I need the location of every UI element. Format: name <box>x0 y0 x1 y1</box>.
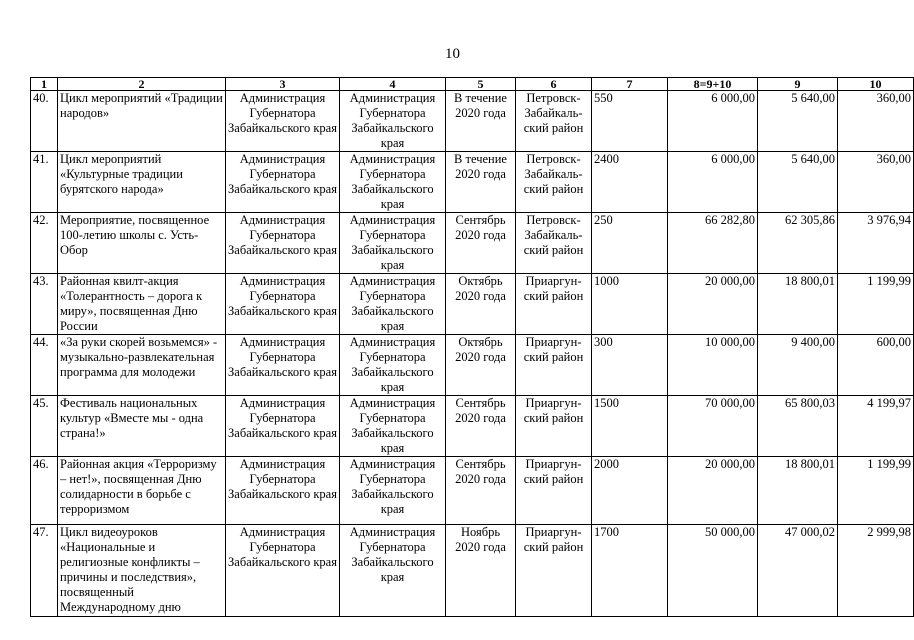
row-number: 42. <box>31 213 58 274</box>
responsible-org: Администрация Губернатора Забайкальского края <box>226 213 340 274</box>
district: Приаргун-ский район <box>516 396 592 457</box>
district: Петровск-Забайкаль-ский район <box>516 213 592 274</box>
col-header: 7 <box>592 78 668 91</box>
district: Приаргун-ский район <box>516 457 592 525</box>
col-header: 4 <box>340 78 446 91</box>
executor-org: Администрация Губернатора Забайкальского края <box>340 274 446 335</box>
event-date: Сентябрь 2020 года <box>446 457 516 525</box>
event-date: Октябрь 2020 года <box>446 335 516 396</box>
responsible-org: Администрация Губернатора Забайкальского края <box>226 91 340 152</box>
table-body <box>31 91 914 617</box>
district: Петровск-Забайкаль-ский район <box>516 91 592 152</box>
responsible-org: Администрация Губернатора Забайкальского края <box>226 335 340 396</box>
table-row <box>31 152 914 213</box>
amount-col10: 360,00 <box>838 152 914 213</box>
participants-count: 1700 <box>592 525 668 617</box>
col-header: 8=9+10 <box>668 78 758 91</box>
participants-count: 550 <box>592 91 668 152</box>
header-row <box>31 78 914 91</box>
event-date: Октябрь 2020 года <box>446 274 516 335</box>
amount-col9: 18 800,01 <box>758 274 838 335</box>
table-row <box>31 335 914 396</box>
col-header: 6 <box>516 78 592 91</box>
amount-col10: 3 976,94 <box>838 213 914 274</box>
participants-count: 2000 <box>592 457 668 525</box>
amount-col9: 9 400,00 <box>758 335 838 396</box>
event-date: Сентябрь 2020 года <box>446 213 516 274</box>
total-amount: 20 000,00 <box>668 274 758 335</box>
event-name: Мероприятие, посвященное 100-летию школы с. Усть-Обор <box>58 213 226 274</box>
amount-col10: 1 199,99 <box>838 274 914 335</box>
amount-col10: 4 199,97 <box>838 396 914 457</box>
responsible-org: Администрация Губернатора Забайкальского края <box>226 152 340 213</box>
event-name: Цикл мероприятий «Традиции народов» <box>58 91 226 152</box>
table-row <box>31 213 914 274</box>
event-name: Фестиваль национальных культур «Вместе мы - одна страна!» <box>58 396 226 457</box>
row-number: 45. <box>31 396 58 457</box>
table-row <box>31 525 914 617</box>
amount-col10: 1 199,99 <box>838 457 914 525</box>
executor-org: Администрация Губернатора Забайкальского края <box>340 525 446 617</box>
event-name: «За руки скорей возьмемся» - музыкально-развлекательная программа для молодежи <box>58 335 226 396</box>
responsible-org: Администрация Губернатора Забайкальского края <box>226 457 340 525</box>
event-date: В течение 2020 года <box>446 91 516 152</box>
total-amount: 20 000,00 <box>668 457 758 525</box>
row-number: 40. <box>31 91 58 152</box>
amount-col9: 5 640,00 <box>758 152 838 213</box>
table-row <box>31 91 914 152</box>
program-table <box>30 77 914 617</box>
amount-col9: 47 000,02 <box>758 525 838 617</box>
total-amount: 6 000,00 <box>668 91 758 152</box>
participants-count: 1500 <box>592 396 668 457</box>
table-row <box>31 457 914 525</box>
col-header: 9 <box>758 78 838 91</box>
responsible-org: Администрация Губернатора Забайкальского края <box>226 525 340 617</box>
participants-count: 300 <box>592 335 668 396</box>
amount-col10: 360,00 <box>838 91 914 152</box>
event-name: Цикл мероприятий «Культурные традиции бурятского народа» <box>58 152 226 213</box>
col-header: 1 <box>31 78 58 91</box>
row-number: 44. <box>31 335 58 396</box>
executor-org: Администрация Губернатора Забайкальского края <box>340 91 446 152</box>
col-header: 10 <box>838 78 914 91</box>
amount-col9: 62 305,86 <box>758 213 838 274</box>
row-number: 47. <box>31 525 58 617</box>
row-number: 41. <box>31 152 58 213</box>
participants-count: 2400 <box>592 152 668 213</box>
responsible-org: Администрация Губернатора Забайкальского края <box>226 274 340 335</box>
amount-col10: 600,00 <box>838 335 914 396</box>
participants-count: 250 <box>592 213 668 274</box>
executor-org: Администрация Губернатора Забайкальского края <box>340 152 446 213</box>
total-amount: 70 000,00 <box>668 396 758 457</box>
total-amount: 6 000,00 <box>668 152 758 213</box>
table-row <box>31 274 914 335</box>
district: Приаргун-ский район <box>516 525 592 617</box>
amount-col9: 65 800,03 <box>758 396 838 457</box>
event-date: Ноябрь 2020 года <box>446 525 516 617</box>
event-name: Районная акция «Терроризму – нет!», посвященная Дню солидарности в борьбе с терроризмом <box>58 457 226 525</box>
col-header: 2 <box>58 78 226 91</box>
district: Петровск-Забайкаль-ский район <box>516 152 592 213</box>
executor-org: Администрация Губернатора Забайкальского края <box>340 335 446 396</box>
total-amount: 50 000,00 <box>668 525 758 617</box>
district: Приаргун-ский район <box>516 335 592 396</box>
event-name: Районная квилт-акция «Толерантность – дорога к миру», посвященная Дню России <box>58 274 226 335</box>
event-date: Сентябрь 2020 года <box>446 396 516 457</box>
row-number: 43. <box>31 274 58 335</box>
row-number: 46. <box>31 457 58 525</box>
total-amount: 10 000,00 <box>668 335 758 396</box>
amount-col9: 18 800,01 <box>758 457 838 525</box>
col-header: 5 <box>446 78 516 91</box>
event-name: Цикл видеоуроков «Национальные и религиозные конфликты – причины и последствия», посвященный Международному дню <box>58 525 226 617</box>
district: Приаргун-ский район <box>516 274 592 335</box>
page-number: 10 <box>445 46 460 62</box>
responsible-org: Администрация Губернатора Забайкальского края <box>226 396 340 457</box>
participants-count: 1000 <box>592 274 668 335</box>
amount-col9: 5 640,00 <box>758 91 838 152</box>
event-date: В течение 2020 года <box>446 152 516 213</box>
total-amount: 66 282,80 <box>668 213 758 274</box>
amount-col10: 2 999,98 <box>838 525 914 617</box>
table-row <box>31 396 914 457</box>
col-header: 3 <box>226 78 340 91</box>
executor-org: Администрация Губернатора Забайкальского края <box>340 396 446 457</box>
executor-org: Администрация Губернатора Забайкальского края <box>340 457 446 525</box>
executor-org: Администрация Губернатора Забайкальского края <box>340 213 446 274</box>
